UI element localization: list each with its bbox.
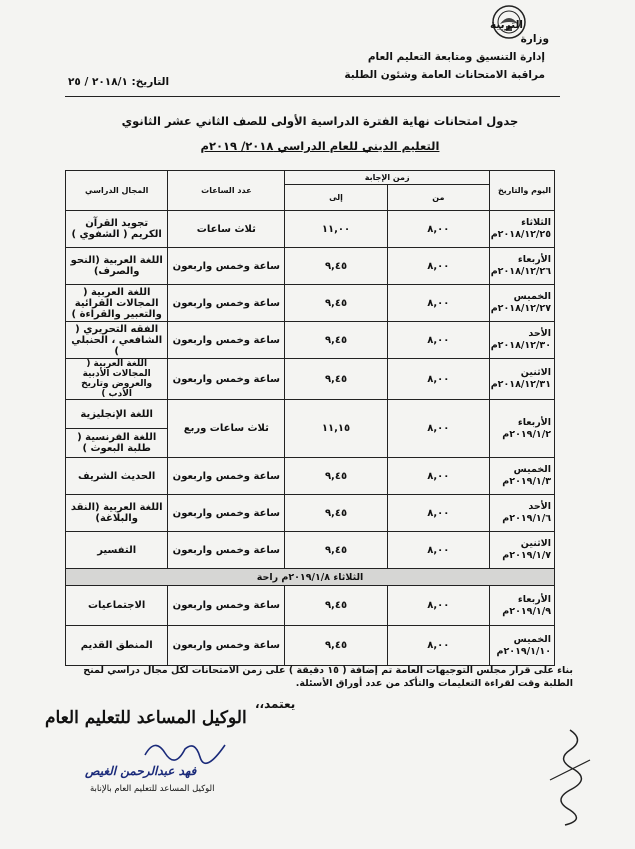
- subject-cell: التفسير: [66, 532, 168, 569]
- subject-cell-secondary: اللغة الفرنسية ( طلبة البعوث ): [66, 429, 168, 458]
- day-date-cell: الخميس ٢٠١٩/١/٣م: [490, 458, 555, 495]
- approval-label: يعتمد،،: [255, 697, 296, 711]
- from-cell: ٨,٠٠: [387, 626, 489, 666]
- margin-signature: [540, 720, 600, 834]
- subject-cell: اللغة العربية (النحو والصرف): [66, 248, 168, 285]
- day-date-cell: الأربعاء ٢٠١٩/١/٩م: [490, 586, 555, 626]
- table-row: [66, 400, 555, 429]
- office-name: مراقبة الامتحانات العامة وشئون الطلبة: [344, 69, 545, 81]
- footnote: بناء على قرار مجلس التوجيهات العامة تم إضافة ( ١٥ دقيقة ) على زمن الامتحانات لكل مجال دراسي لمنح الطلبة وقت لقراءة التعليمات والتأكد من عدد أوراق الأسئلة.: [83, 665, 573, 689]
- subject-cell: الفقه التحريري ( الشافعي ، الحنبلي ): [66, 322, 168, 359]
- hours-cell: ساعة وخمس واربعون: [168, 359, 285, 400]
- table-row: [66, 586, 555, 626]
- to-cell: ٩,٤٥: [285, 322, 387, 359]
- header-subject: المجال الدراسي: [66, 171, 168, 211]
- to-cell: ٩,٤٥: [285, 458, 387, 495]
- table-row: [66, 285, 555, 322]
- rest-day-label: الثلاثاء ٢٠١٩/١/٨م راحة: [66, 569, 555, 586]
- to-cell: ٩,٤٥: [285, 532, 387, 569]
- subject-cell: الحديث الشريف: [66, 458, 168, 495]
- from-cell: ٨,٠٠: [387, 458, 489, 495]
- subject-cell: الاجتماعيات: [66, 586, 168, 626]
- header-to: إلى: [285, 185, 387, 211]
- signatory-title: الوكيل المساعد للتعليم العام: [45, 708, 247, 728]
- hours-cell: ثلاث ساعات وربع: [168, 400, 285, 458]
- subject-cell: تجويد القرآن الكريم ( الشفوي ): [66, 211, 168, 248]
- deputy-name: فهد عبدالرحمن الغيص: [85, 764, 197, 778]
- from-cell: ٨,٠٠: [387, 211, 489, 248]
- to-cell: ٩,٤٥: [285, 626, 387, 666]
- to-cell: ٩,٤٥: [285, 586, 387, 626]
- hours-cell: ساعة وخمس واربعون: [168, 322, 285, 359]
- table-row: [66, 359, 555, 400]
- day-date-cell: الاثنين ٢٠١٩/١/٧م: [490, 532, 555, 569]
- header-divider: [65, 96, 560, 97]
- from-cell: ٨,٠٠: [387, 322, 489, 359]
- ministry-name: التربية: [490, 19, 523, 31]
- to-cell: ١١,٠٠: [285, 211, 387, 248]
- header-hours: عدد الساعات: [168, 171, 285, 211]
- subject-cell: اللغة العربية ( المجالات الأدبية والعروض وتاريخ الأدب ): [66, 359, 168, 400]
- header-from: من: [387, 185, 489, 211]
- document-date: [68, 76, 169, 88]
- table-row: [66, 248, 555, 285]
- table-row: [66, 211, 555, 248]
- hours-cell: ساعة وخمس واربعون: [168, 626, 285, 666]
- table-header-row: [66, 171, 555, 185]
- subject-cell: اللغة العربية (النقد والبلاغة): [66, 495, 168, 532]
- day-date-cell: الأربعاء ٢٠١٩/١/٢م: [490, 400, 555, 458]
- hours-cell: ثلاث ساعات: [168, 211, 285, 248]
- header-answer-time: زمن الإجابة: [285, 171, 490, 185]
- day-date-cell: الثلاثاء ٢٠١٨/١٢/٢٥م: [490, 211, 555, 248]
- table-row: [66, 626, 555, 666]
- date-value: ٢٠١٨/١ / ٢٥: [68, 76, 128, 88]
- department-name: إدارة التنسيق ومتابعة التعليم العام: [367, 51, 545, 63]
- hours-cell: ساعة وخمس واربعون: [168, 586, 285, 626]
- to-cell: ١١,١٥: [285, 400, 387, 458]
- hours-cell: ساعة وخمس واربعون: [168, 532, 285, 569]
- day-date-cell: الأحد ٢٠١٨/١٢/٣٠م: [490, 322, 555, 359]
- from-cell: ٨,٠٠: [387, 532, 489, 569]
- subject-cell: اللغة الإنجليزية: [66, 400, 168, 429]
- from-cell: ٨,٠٠: [387, 400, 489, 458]
- table-row: [66, 532, 555, 569]
- from-cell: ٨,٠٠: [387, 285, 489, 322]
- exam-schedule-table: [65, 170, 555, 666]
- to-cell: ٩,٤٥: [285, 495, 387, 532]
- day-date-cell: الأحد ٢٠١٩/١/٦م: [490, 495, 555, 532]
- hours-cell: ساعة وخمس واربعون: [168, 458, 285, 495]
- page-title: جدول امتحانات نهاية الفترة الدراسية الأولى للصف الثاني عشر الثانوي: [121, 114, 519, 128]
- header-day-date: اليوم والتاريخ: [490, 171, 555, 211]
- to-cell: ٩,٤٥: [285, 248, 387, 285]
- ministry-label: وزارة: [520, 33, 549, 45]
- table-row: [66, 458, 555, 495]
- from-cell: ٨,٠٠: [387, 248, 489, 285]
- hours-cell: ساعة وخمس واربعون: [168, 248, 285, 285]
- deputy-title: الوكيل المساعد للتعليم العام بالإنابة: [90, 784, 215, 794]
- day-date-cell: الاثنين ٢٠١٨/١٢/٣١م: [490, 359, 555, 400]
- hours-cell: ساعة وخمس واربعون: [168, 285, 285, 322]
- page-subtitle: التعليم الديني للعام الدراسي ٢٠١٨/ ٢٠١٩م: [200, 139, 440, 153]
- rest-day-row: [66, 569, 555, 586]
- day-date-cell: الخميس ٢٠١٨/١٢/٢٧م: [490, 285, 555, 322]
- date-label: التاريخ:: [131, 76, 170, 88]
- day-date-cell: الأربعاء ٢٠١٨/١٢/٢٦م: [490, 248, 555, 285]
- hours-cell: ساعة وخمس واربعون: [168, 495, 285, 532]
- table-row: [66, 322, 555, 359]
- day-date-cell: الخميس ٢٠١٩/١/١٠م: [490, 626, 555, 666]
- table-row: [66, 495, 555, 532]
- from-cell: ٨,٠٠: [387, 495, 489, 532]
- from-cell: ٨,٠٠: [387, 359, 489, 400]
- subject-cell: المنطق القديم: [66, 626, 168, 666]
- to-cell: ٩,٤٥: [285, 285, 387, 322]
- to-cell: ٩,٤٥: [285, 359, 387, 400]
- subject-cell: اللغة العربية ( المجالات القرائية والتعبير والقراءة ): [66, 285, 168, 322]
- from-cell: ٨,٠٠: [387, 586, 489, 626]
